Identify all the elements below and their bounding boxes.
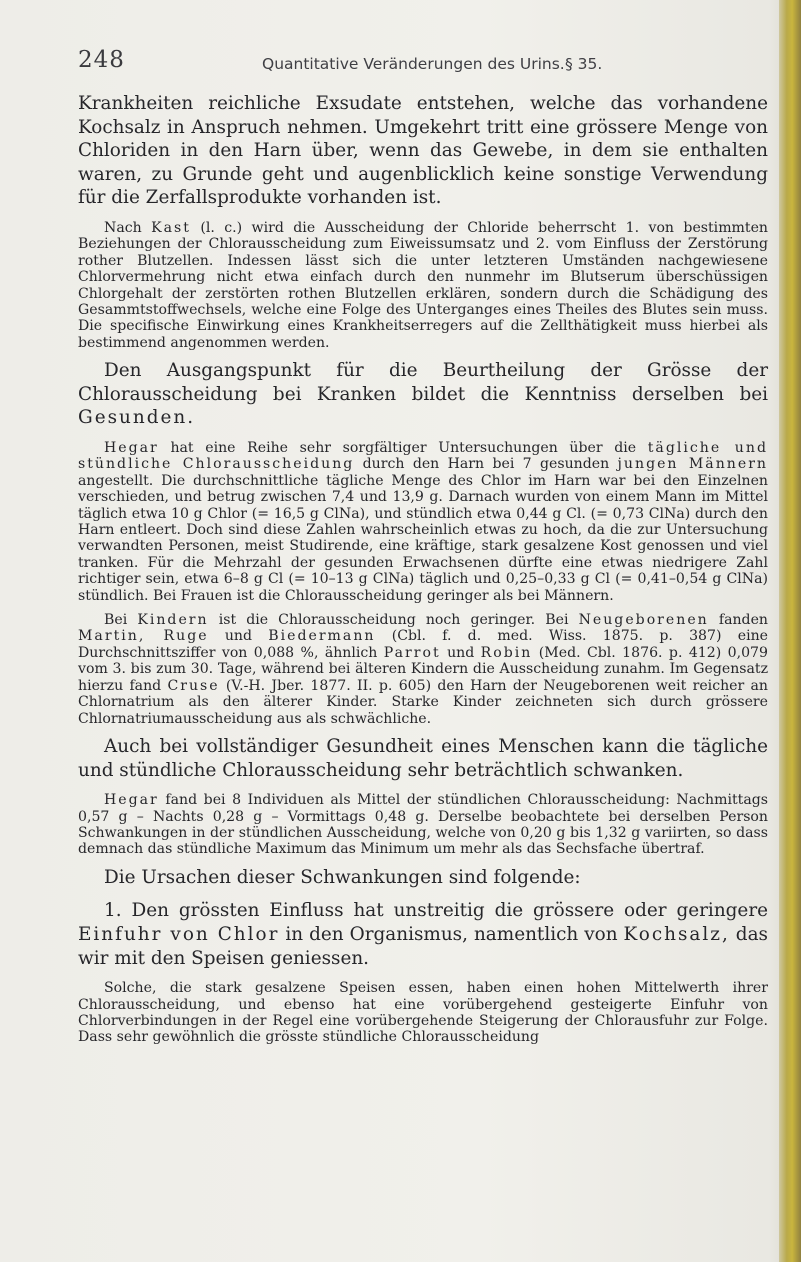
spaced-emphasis: jungen Männern [617,456,769,473]
text-run: hat eine Reihe sehr sorgfältiger Untersuchungen über die [158,440,648,456]
spaced-emphasis: Cruse [167,677,220,694]
paragraph-p10 [78,980,768,1046]
text-run: angestellt. Die durchschnittliche tägliche Menge des Chlor im Harn war bei den Einzelnen verschieden, und betrug zwischen 7,4 und 13,9 g. Darnach wurden von einem Mann im Mittel täglich etwa 10 g Chlor (= 16,5 g ClNa), und stündlich etwa 0,44 g Cl. (= 0,73 ClNa) durch den Harn entleert. Doch sind diese Zahlen wahrscheinlich etwas zu hoch, da die zur Untersuchung verwandten Personen, meist Studirende, eine kräftige, stark gesalzene Kost genossen und viel tranken. Für die Mehrzahl der gesunden Erwachsenen dürfte eine etwas niedrigere Zahl richtiger sein, etwa 6–8 g Cl (= 10–13 g ClNa) täglich und 0,25–0,33 g Cl (= 0,41–0,54 g ClNa) stündlich. Bei Frauen ist die Chlorausscheidung geringer als bei Männern. [78,472,768,604]
text-run: durch den Harn bei 7 gesunden [354,456,618,473]
paragraph-p3 [78,359,768,430]
text-run: Krankheiten reichliche Exsudate entstehen, welche das vorhandene Kochsalz in Anspruch nehmen. Umgekehrt tritt eine grössere Menge von Chloriden in den Harn über, wenn das Gewebe, in dem sie enthalten waren, zu Grunde geht und augenblicklich keine sonstige Verwendung für die Zerfallsprodukte vorhanden ist. [78,93,768,209]
paragraph-p8 [78,866,768,890]
paragraph-p4 [78,440,768,604]
spaced-emphasis: Kindern [137,612,209,629]
spaced-emphasis: Parrot [383,644,441,661]
spaced-emphasis: Kast [151,219,191,236]
text-run: ist die Chlorausscheidung noch geringer. Bei [208,612,579,629]
body-text [78,92,768,1054]
text-run: 1. Den grössten Einfluss hat unstreitig die grössere oder geringere [104,900,768,922]
spaced-emphasis: Biedermann [268,628,376,645]
text-run: (Med. Cbl. 1876. p. 412) 0,079 vom 3. bis zum 30. Tage, während bei älteren Kindern die Ausscheidung zunahm. Im Gegensatz hierzu fand [78,644,768,694]
running-head-title: Quantitative Veränderungen des Urins. [262,55,565,73]
spaced-emphasis: tägliche und stündliche Chlorausscheidung [78,440,768,473]
paragraph-p6 [78,735,768,782]
spaced-emphasis: Hegar [104,792,159,809]
spaced-emphasis: Neugeborenen [578,612,709,629]
spaced-emphasis: Einfuhr von Chlor [78,923,280,945]
text-run: Die Ursachen dieser Schwankungen sind folgende: [104,866,581,888]
section-number: § 35. [565,55,603,73]
text-run: (V.-H. Jber. 1877. II. p. 605) den Harn der Neugeborenen weit reicher an Chlornatrium als den älterer Kinder. Starke Kinder zeichneten sich durch grössere Chlornatriumausscheidung aus als schwächliche. [78,677,769,727]
text-run: Den Ausgangspunkt für die Beurtheilung der Grösse der Chlorausscheidung bei Kranken bildet die Kenntniss derselben bei [78,360,768,405]
text-run: und [208,628,269,645]
spaced-emphasis: Gesunden. [78,407,196,429]
text-run: Bei [104,612,138,629]
paragraph-p5 [78,612,768,727]
spaced-emphasis: Martin, Ruge [78,628,209,645]
spaced-emphasis: Robin [480,644,533,661]
paragraph-p2 [78,220,768,351]
spaced-emphasis: Kochsalz, [623,923,730,945]
text-run: (Cbl. f. d. med. Wiss. 1875. p. 387) eine Durchschnittsziffer von 0,088 %, ähnlich [78,628,768,661]
text-run: das wir mit den Speisen geniessen. [78,923,768,969]
paragraph-p1 [78,92,768,210]
spaced-emphasis: Hegar [104,440,159,456]
text-run: fand bei 8 Individuen als Mittel der stündlichen Chlorausscheidung: Nachmittags 0,57 g – Nachts 0,28 g – Vormittags 0,48 g. Derselbe beobachtete bei derselben Person Schwankungen in der stündlichen Ausscheidung, welche von 0,20 g bis 1,32 g variirten, so dass demnach das stündliche Maximum das Minimum um mehr als das Sechsfache übertraf. [78,792,768,858]
page-edge [779,0,801,1262]
paragraph-p9 [78,899,768,970]
text-run: in den Organismus, namentlich von [279,923,624,945]
running-head [0,44,801,84]
text-run: fanden [708,612,768,629]
paragraph-p7 [78,792,768,858]
text-run: und [440,644,481,661]
page-number: 248 [78,47,125,73]
text-run: (l. c.) wird die Ausscheidung der Chloride beherrscht 1. von bestimmten Beziehungen der Chlorausscheidung zum Eiweissumsatz und 2. vom Einfluss der Zerstörung rother Blutzellen. Indessen lässt sich die unter letzteren Umständen nachgewiesene Chlorvermehrung nicht etwa einfach durch den nunmehr im Blutserum überschüssigen Chlorgehalt der zerstörten rothen Blutzellen erklären, sondern durch die Schädigung des Gesammtstoffwechsels, welche eine Folge des Unterganges eines Theiles des Blutes sein muss. Die specifische Einwirkung eines Krankheitserregers auf die Zellthätigkeit muss hierbei als bestimmend angenommen werden. [78,219,768,351]
text-run: Solche, die stark gesalzene Speisen essen, haben einen hohen Mittelwerth ihrer Chlorausscheidung, und ebenso hat eine vorübergehend gesteigerte Einfuhr von Chlorverbindungen in der Regel eine vorübergehende Steigerung der Chlorausfuhr zur Folge. Dass sehr gewöhnlich die grösste stündliche Chlorausscheidung [78,980,768,1046]
text-run: Nach [104,219,152,236]
text-run: Auch bei vollständiger Gesundheit eines Menschen kann die tägliche und stündliche Chlorausscheidung sehr beträchtlich schwanken. [78,735,768,781]
